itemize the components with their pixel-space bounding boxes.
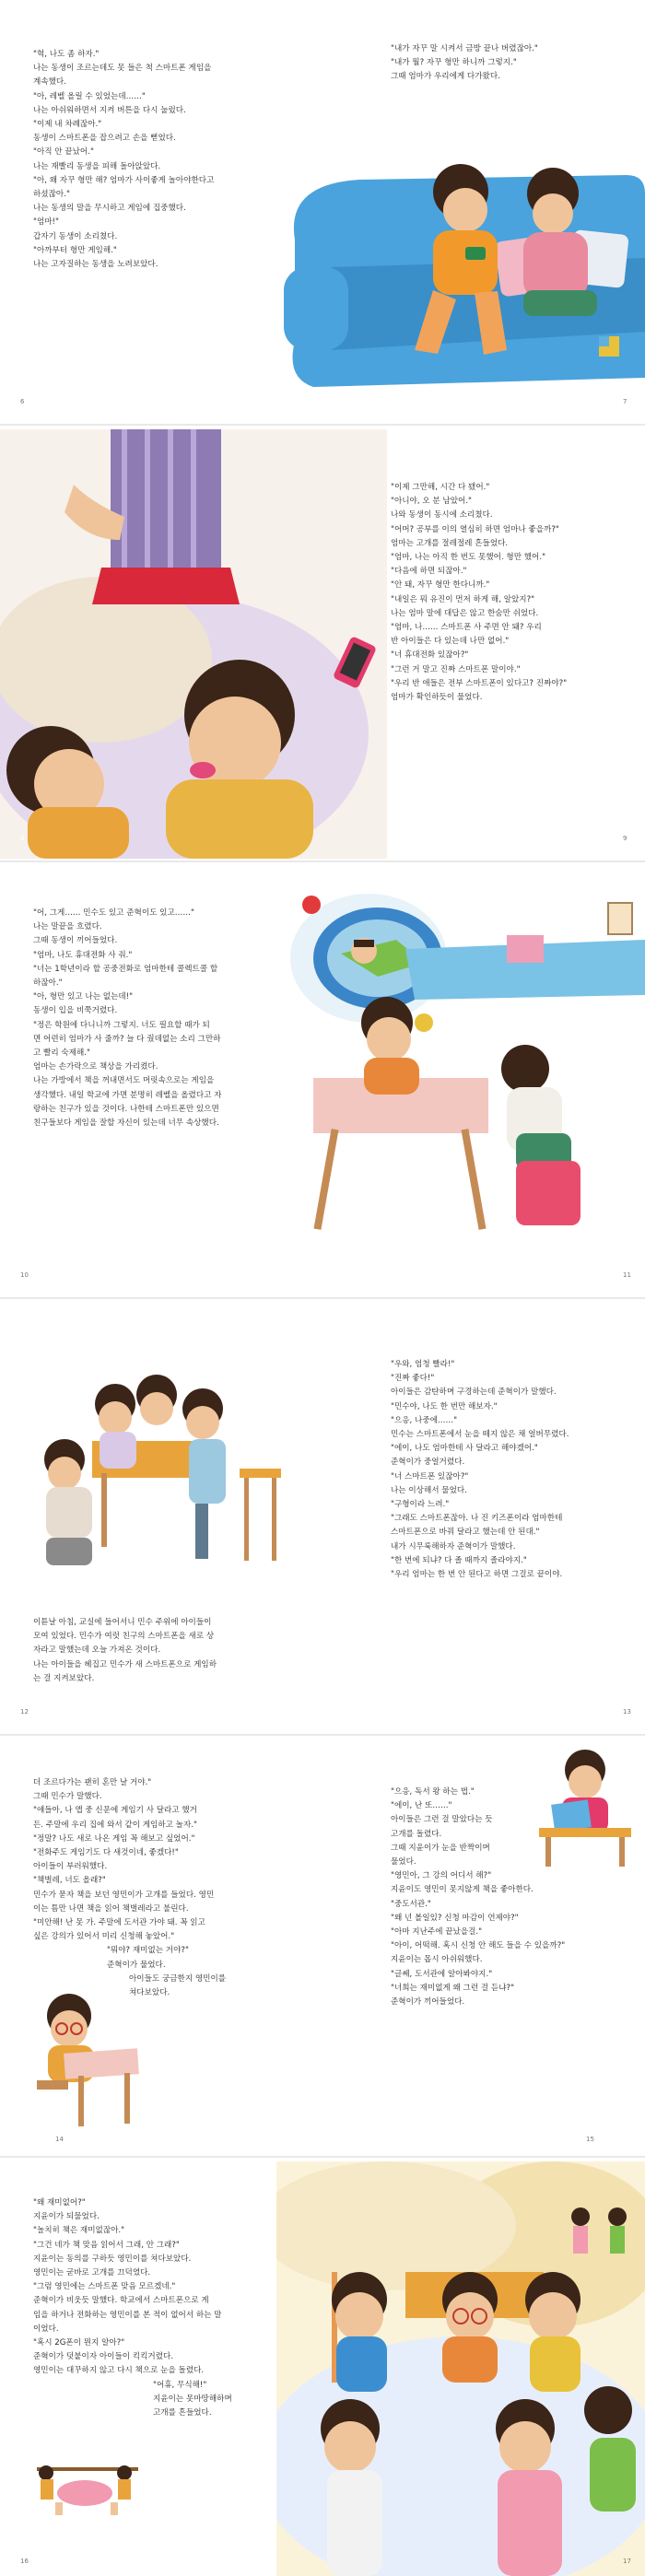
text-block-page-13	[391, 1358, 569, 1582]
text-line: "정은 학원에 다니니까 그렇지. 너도 필요할 때가 되	[33, 1020, 210, 1030]
text-block-page-14	[33, 1776, 226, 2000]
text-line: "에이, 난 또……"	[391, 1801, 452, 1811]
text-line: "에이, 나도 엄마한테 사 달라고 해야겠어."	[391, 1444, 538, 1454]
text-line: "그래도 스마트폰잖아. 나 진 키즈폰이라 엄마한테	[391, 1514, 563, 1524]
text-line: "너는 1학년이라 할 공중전화로 엄마한테 콜렉트콜 할	[33, 964, 218, 974]
text-line: 이는 틈만 나면 책을 읽어 책벌레라고 불린다.	[33, 1903, 189, 1914]
text-block-page-10	[33, 907, 222, 1130]
text-line: "으응, 나중에……"	[391, 1415, 458, 1425]
spread-pages-8-9	[0, 429, 645, 859]
text-line: 민수는 스마트폰에서 눈을 떼지 않은 채 얼버무렸다.	[391, 1430, 569, 1440]
text-line: "어머? 공부를 이의 열심히 하면 엄마나 좋을까?"	[391, 524, 559, 534]
text-line: "책벌레, 너도 올래?"	[33, 1876, 106, 1886]
text-line: "민수야, 나도 한 번만 해보자."	[391, 1401, 498, 1411]
page-number: 9	[623, 835, 627, 842]
text-line: 지윤이는 못마땅해하며	[153, 2394, 232, 2404]
page-divider	[0, 1297, 645, 1299]
text-line: 엄마가 확인하듯이 물었다.	[391, 693, 483, 703]
text-line: 나는 말끝을 흐렸다.	[33, 922, 102, 932]
text-line: "한 번에 되냐? 다 졸 때까지 졸라야지."	[391, 1555, 527, 1565]
text-line: 고개를 흔들었다.	[153, 2408, 212, 2418]
text-line: 동생이 입을 비쭉거렸다.	[33, 1006, 118, 1016]
text-block-page-6	[33, 48, 214, 272]
classroom-phone-illustration	[28, 1367, 286, 1579]
text-line: "글쎄, 도서관에 알아봐야지."	[391, 1969, 493, 1979]
text-line: 아이들이 부러워했다.	[33, 1862, 108, 1872]
text-line: "헉, 나도 좀 하자."	[33, 50, 100, 59]
text-line: 이었다.	[33, 2324, 59, 2334]
page-number: 15	[586, 2136, 594, 2143]
text-line: 준혁이가 비웃듯 말했다. 학교에서 스마트폰으로 게	[33, 2296, 209, 2306]
text-line: "전화주도 게임기도 다 새것이네, 좋겠다!"	[33, 1848, 179, 1858]
text-line: 생각했다. 내일 학교에 가면 분명히 레벨을 올렸다고 자	[33, 1090, 222, 1100]
text-line: "엄마, 나도 휴대전화 사 줘."	[33, 950, 133, 960]
text-line: "왜 재미없어?"	[33, 2198, 86, 2207]
text-line: 준혁이가 물었다.	[107, 1960, 166, 1970]
text-line: "너희는 재미없게 왜 그런 걸 듣냐?"	[391, 1983, 515, 1993]
text-line: 그때 민수가 말했다.	[33, 1792, 102, 1802]
text-block-page-9	[391, 481, 567, 705]
text-line: 랑하는 친구가 있을 것이다. 나한테 스마트폰만 있으면	[33, 1104, 219, 1114]
text-line: 준혁이가 중얼거렸다.	[391, 1458, 465, 1468]
text-line: 하셨잖아."	[33, 190, 70, 200]
text-line: "아, 형만 있고 나는 없는데!"	[33, 992, 134, 1002]
page-divider	[0, 1734, 645, 1736]
text-line: 나는 엄마 말에 대답은 않고 한숨만 쉬었다.	[391, 608, 539, 618]
text-line: "구형이라 느려."	[391, 1500, 450, 1510]
text-block-page-12	[33, 1616, 217, 1686]
text-line: 임을 하거나 전화하는 영민이를 본 적이 없어서 하는 말	[33, 2310, 222, 2320]
text-line: "엄마, 나…… 스마트폰 사 주면 안 돼? 우리	[391, 623, 542, 633]
text-line: 싶은 강의가 있어서 미리 신청해 놓았어."	[33, 1932, 175, 1942]
text-line: 하잖아."	[33, 978, 63, 989]
text-line: 나는 재빨리 동생을 피해 돌아앉았다.	[33, 161, 161, 171]
text-line: 동생이 스마트폰을 잡으려고 손을 뻗었다.	[33, 134, 176, 144]
text-line: "우리 엄마는 한 번 안 된다고 하면 그걸로 끝이야.	[391, 1570, 563, 1580]
page-number: 17	[623, 2558, 631, 2565]
text-line: "진짜 좋다!"	[391, 1374, 435, 1384]
page-number: 7	[623, 398, 627, 405]
text-line: "아니야, 오 분 남았어."	[391, 497, 472, 507]
spread-pages-14-15	[0, 1739, 645, 2154]
text-line: 나는 이상해서 물었다.	[391, 1485, 467, 1495]
text-line: 고개를 돌렸다.	[391, 1829, 442, 1839]
text-line: 엄마는 고개를 절레절레 흔들었다.	[391, 538, 509, 548]
text-line: 아이들도 궁금한지 영민이를	[129, 1973, 227, 1984]
page-number: 11	[623, 1271, 631, 1279]
text-line: 그때 엄마가 우리에게 다가왔다.	[391, 72, 500, 82]
text-line: 친구들보다 게임을 잘할 자신이 있는데 너무 속상했다.	[33, 1118, 219, 1129]
text-line: 준혁이가 끼어들었다.	[391, 1997, 465, 2008]
text-line: "중도서관."	[391, 1899, 431, 1909]
text-line: 나와 동생이 동시에 소리쳤다.	[391, 510, 493, 521]
text-line: 스마트폰으로 바꿔 달라고 했는데 안 된대."	[391, 1528, 540, 1538]
dinosaur-hunters-illustration	[28, 2456, 147, 2521]
text-line: "정말? 나도 새로 나온 게임 꼭 해보고 싶었어."	[33, 1833, 195, 1844]
text-block-page-7	[391, 42, 538, 85]
page-number: 14	[55, 2136, 64, 2143]
text-line: 쳐다보았다.	[129, 1988, 170, 1998]
page-divider	[0, 2156, 645, 2158]
page-number: 6	[20, 398, 25, 405]
homework-daydream-illustration	[286, 884, 645, 1262]
text-line: "다음에 하면 되잖아."	[391, 567, 467, 577]
text-line: 영민이는 대꾸하지 않고 다시 책으로 눈을 돌렸다.	[33, 2366, 205, 2376]
text-line: 이튿날 아침, 교실에 들어서니 민수 주위에 아이들이	[33, 1618, 212, 1627]
classroom-kids-illustration	[276, 2161, 645, 2576]
text-line: 그때 지윤이가 눈을 반짝이며	[391, 1843, 490, 1853]
text-block-page-16	[33, 2196, 232, 2420]
text-line: "엄마!"	[33, 217, 59, 228]
text-line: "이제 내 차례잖아."	[33, 120, 102, 130]
text-line: 지윤이가 되물었다.	[33, 2212, 100, 2222]
text-line: 내가 시무룩해하자 준혁이가 말했다.	[391, 1541, 516, 1551]
page-number: 13	[623, 1708, 631, 1715]
text-line: 나는 동생이 조르는데도 못 들은 척 스마트폰 게임을	[33, 64, 212, 74]
page-number: 16	[20, 2558, 29, 2565]
text-line: "아직 안 끝났어."	[33, 147, 94, 158]
text-line: "우리 반 애들은 전부 스마트폰이 있다고? 진짜야?"	[391, 678, 568, 688]
spread-pages-12-13	[0, 1303, 645, 1732]
text-line: 아이들은 감탄하며 구경하는데 준혁이가 말했다.	[391, 1388, 557, 1398]
text-line: 준혁이가 덧붙이자 아이들이 킥킥거렸다.	[33, 2352, 174, 2362]
text-line: 지윤이는 몹시 아쉬워했다.	[391, 1955, 483, 1965]
text-line: "너 휴대전화 있잖아?"	[391, 650, 469, 661]
text-line: "얘들아, 나 앱 중 신문에 게임기 사 달라고 했거	[33, 1806, 197, 1816]
text-line: 그때 동생이 끼어들었다.	[33, 936, 118, 946]
text-line: "어휴, 무식해!"	[153, 2380, 207, 2390]
text-line: "안 돼, 자꾸 형만 한다니까."	[391, 580, 490, 591]
page-divider	[0, 424, 645, 426]
text-line: "내일은 뭐 유진이 먼저 하게 해, 알았지?"	[391, 594, 535, 604]
text-line: 고 빨리 숙제해."	[33, 1048, 90, 1059]
text-line: 계속했다.	[33, 77, 66, 88]
text-line: 모여 있었다. 민수가 여럿 친구의 스마트폰을 새로 상	[33, 1632, 215, 1642]
text-line: "아까부터 형만 게임해."	[33, 245, 117, 255]
text-line: "혹시 2G폰이 뭔지 알아?"	[33, 2338, 125, 2348]
text-line: "그건 네가 책 맞음 읽어서 그래, 안 그래?"	[33, 2240, 180, 2250]
text-line: "왜 넌 볼일있? 신청 마감이 언제야?"	[391, 1913, 519, 1923]
text-line: 더 조르다가는 괜히 혼만 날 거야."	[33, 1778, 152, 1787]
text-line: 나는 동생의 말을 무시하고 게임에 집중했다.	[33, 204, 186, 214]
text-line: 엄마는 손가락으로 책상을 가리켰다.	[33, 1062, 158, 1072]
page-number: 12	[20, 1708, 29, 1715]
text-line: 영민이는 굳바로 고개를 끄덕였다.	[33, 2268, 151, 2278]
text-line: 갑자기 동생이 소리쳤다.	[33, 231, 118, 241]
text-line: 자라고 말했는데 오늘 가져온 것이다.	[33, 1645, 161, 1656]
spread-pages-10-11	[0, 866, 645, 1295]
text-line: "내가 자꾸 말 시켜서 금방 끝나 버렸잖아."	[391, 44, 538, 53]
text-line: "그런 거 말고 진짜 스마트폰 말이야."	[391, 664, 521, 674]
text-line: "놀치히 책은 재미없잖아."	[33, 2226, 125, 2236]
text-line: 나는 아쉬워하면서 지켜 버튼을 다시 눌렀다.	[33, 105, 186, 115]
text-line: "아이, 어떡해. 혹시 신청 안 해도 들을 수 있을까?"	[391, 1941, 566, 1951]
reading-boy-illustration	[28, 1988, 147, 2126]
text-line: 면 어련히 엄마가 사 줄까? 늘 다 줬데없는 소리 그만하	[33, 1034, 221, 1044]
text-line: "너 스마트폰 있잖아?"	[391, 1471, 469, 1481]
text-line: 물었다.	[391, 1857, 416, 1868]
text-line: "엄마, 나는 아직 한 번도 못했어. 형만 했어."	[391, 553, 546, 563]
text-line: "우와, 엄청 빨라!"	[391, 1360, 455, 1369]
text-line: 나는 아이들을 헤집고 민수가 새 스마트폰으로 게임하	[33, 1659, 217, 1669]
text-line: 민수가 묻자 책을 보던 영민이가 고개를 들었다. 영민	[33, 1890, 215, 1900]
text-line: "아마 지난주에 끝났을걸."	[391, 1927, 483, 1938]
text-line: 나는 가방에서 책을 꺼내면서도 머릿속으로는 게임을	[33, 1076, 215, 1086]
text-line: 지윤이도 영민이 못지않게 책을 좋아한다.	[391, 1885, 534, 1895]
reading-girl-illustration	[534, 1747, 636, 1867]
sofa-brothers-illustration	[276, 129, 645, 405]
text-line: "어, 그게…… 민수도 있고 준혁이도 있고……"	[33, 908, 194, 918]
mother-and-boys-illustration	[0, 429, 387, 859]
text-line: "미안해! 난 못 가. 주말에 도서관 가야 돼. 꼭 읽고	[33, 1918, 205, 1928]
text-line: 나는 고자질하는 동생을 노려보았다.	[33, 260, 158, 270]
text-line: 지윤이는 동의를 구하듯 영민이를 쳐다보았다.	[33, 2254, 192, 2264]
text-line: "아, 왜 자꾸 형만 해? 엄마가 사이좋게 놀아야한다고	[33, 175, 215, 185]
text-line: "영민아, 그 강의 어디서 해?"	[391, 1871, 492, 1881]
text-line: "내가 뭘? 자꾸 형만 하니까 그렇지."	[391, 58, 517, 68]
text-line: 는 걸 지켜보았다.	[33, 1673, 95, 1683]
page-divider	[0, 861, 645, 862]
text-line: 아이들은 그런 걸 말았다는 듯	[391, 1815, 493, 1825]
page-number: 8	[20, 835, 25, 842]
spread-pages-16-17	[0, 2161, 645, 2576]
text-line: "이제 그만해, 시간 다 됐어."	[391, 483, 490, 492]
text-line: "뭐야? 재미없는 거야?"	[107, 1946, 189, 1956]
spread-pages-6-7	[0, 0, 645, 422]
text-line: "아, 레벨 올릴 수 있었는데……"	[33, 91, 146, 101]
page-number: 10	[20, 1271, 29, 1279]
text-line: 반 아이들은 다 있는데 나만 없어."	[391, 637, 510, 647]
text-line: "그럼 영민에는 스마트폰 맞음 모르겠네."	[33, 2282, 176, 2292]
text-line: "으응, 독서 왕 하는 법."	[391, 1787, 475, 1797]
text-line: 든. 주말에 우리 집에 와서 같이 게임하고 놀자."	[33, 1820, 197, 1830]
